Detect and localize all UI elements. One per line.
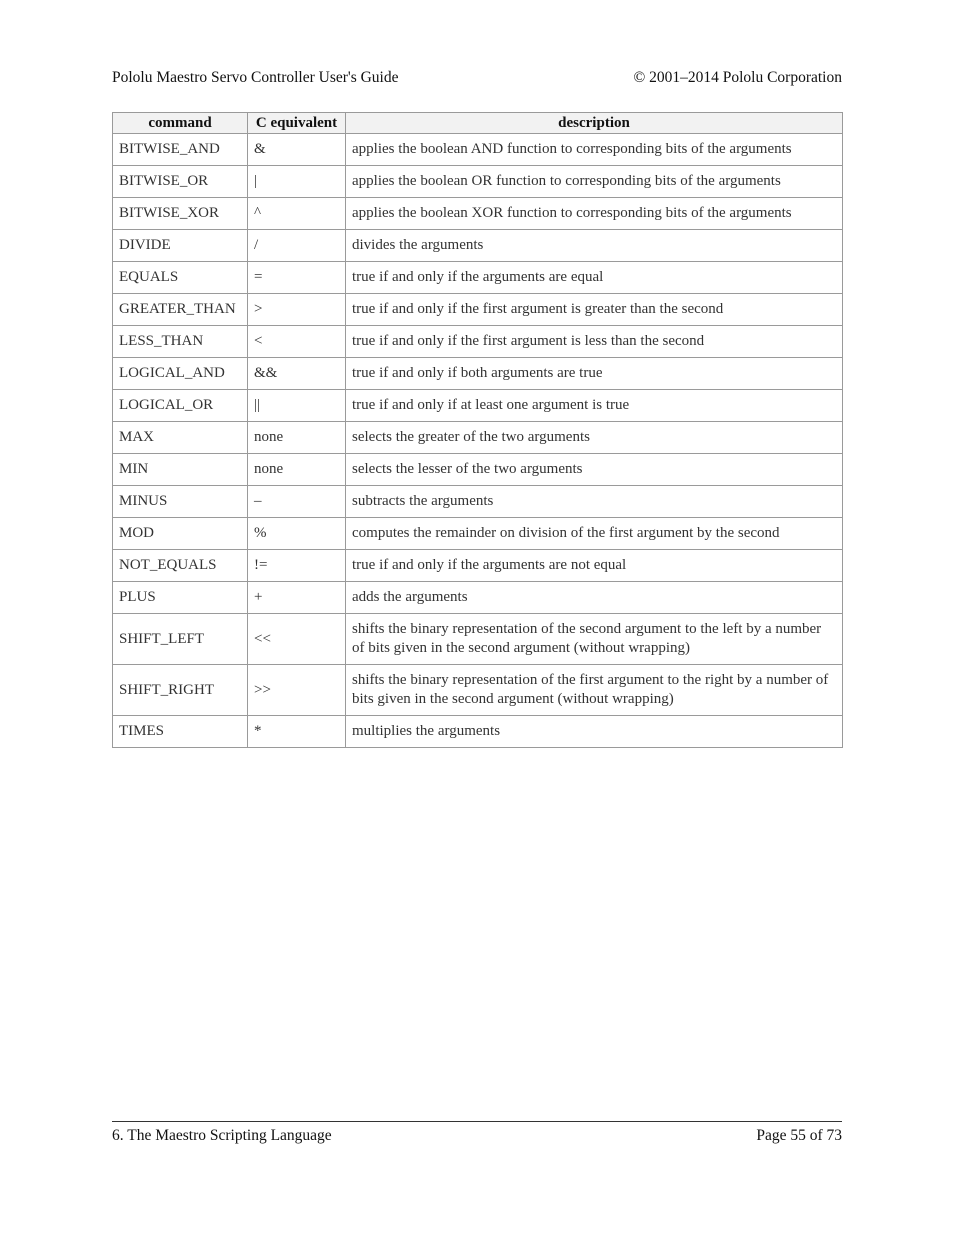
c-equivalent-cell: || — [248, 390, 346, 422]
description-cell: applies the boolean XOR function to corresponding bits of the arguments — [346, 198, 843, 230]
c-equivalent-cell: = — [248, 262, 346, 294]
description-cell: shifts the binary representation of the second argument to the left by a number of bits given in the second argument (without wrapping) — [346, 614, 843, 665]
c-equivalent-cell: > — [248, 294, 346, 326]
c-equivalent-cell: – — [248, 486, 346, 518]
c-equivalent-cell: % — [248, 518, 346, 550]
table-header-row — [113, 113, 843, 134]
c-equivalent-cell: && — [248, 358, 346, 390]
table-row — [113, 665, 843, 716]
c-equivalent-cell: ^ — [248, 198, 346, 230]
command-cell: TIMES — [113, 716, 248, 748]
command-cell: SHIFT_RIGHT — [113, 665, 248, 716]
c-equivalent-cell: & — [248, 134, 346, 166]
page-header — [112, 69, 842, 87]
command-cell: NOT_EQUALS — [113, 550, 248, 582]
commands-table — [112, 112, 843, 748]
description-cell: applies the boolean AND function to corresponding bits of the arguments — [346, 134, 843, 166]
description-cell: true if and only if the arguments are equal — [346, 262, 843, 294]
description-cell: shifts the binary representation of the first argument to the right by a number of bits given in the second argument (without wrapping) — [346, 665, 843, 716]
table-row — [113, 326, 843, 358]
command-cell: MINUS — [113, 486, 248, 518]
description-cell: multiplies the arguments — [346, 716, 843, 748]
command-cell: EQUALS — [113, 262, 248, 294]
c-equivalent-cell: != — [248, 550, 346, 582]
column-header-description: description — [346, 113, 843, 134]
table-row — [113, 486, 843, 518]
page-number: Page 55 of 73 — [756, 1127, 842, 1144]
table-row — [113, 550, 843, 582]
copyright-notice: © 2001–2014 Pololu Corporation — [633, 69, 842, 86]
description-cell: applies the boolean OR function to corresponding bits of the arguments — [346, 166, 843, 198]
command-cell: LESS_THAN — [113, 326, 248, 358]
table-row — [113, 358, 843, 390]
description-cell: adds the arguments — [346, 582, 843, 614]
c-equivalent-cell: + — [248, 582, 346, 614]
command-cell: BITWISE_OR — [113, 166, 248, 198]
description-cell: true if and only if both arguments are true — [346, 358, 843, 390]
table-row — [113, 614, 843, 665]
c-equivalent-cell: none — [248, 454, 346, 486]
table-row — [113, 262, 843, 294]
description-cell: computes the remainder on division of the first argument by the second — [346, 518, 843, 550]
column-header-command: command — [113, 113, 248, 134]
table-row — [113, 166, 843, 198]
table-row — [113, 198, 843, 230]
command-cell: SHIFT_LEFT — [113, 614, 248, 665]
command-cell: BITWISE_AND — [113, 134, 248, 166]
command-cell: MIN — [113, 454, 248, 486]
command-cell: LOGICAL_OR — [113, 390, 248, 422]
command-cell: DIVIDE — [113, 230, 248, 262]
command-cell: LOGICAL_AND — [113, 358, 248, 390]
command-cell: MAX — [113, 422, 248, 454]
description-cell: true if and only if the arguments are not equal — [346, 550, 843, 582]
table-row — [113, 390, 843, 422]
c-equivalent-cell: < — [248, 326, 346, 358]
c-equivalent-cell: * — [248, 716, 346, 748]
column-header-c-equivalent: C equivalent — [248, 113, 346, 134]
description-cell: true if and only if the first argument is greater than the second — [346, 294, 843, 326]
description-cell: subtracts the arguments — [346, 486, 843, 518]
table-row — [113, 294, 843, 326]
footer-divider — [112, 1121, 842, 1122]
description-cell: selects the greater of the two arguments — [346, 422, 843, 454]
table-row — [113, 134, 843, 166]
table-row — [113, 422, 843, 454]
table-row — [113, 716, 843, 748]
table-row — [113, 582, 843, 614]
c-equivalent-cell: none — [248, 422, 346, 454]
section-title: 6. The Maestro Scripting Language — [112, 1127, 332, 1144]
command-cell: MOD — [113, 518, 248, 550]
command-cell: PLUS — [113, 582, 248, 614]
c-equivalent-cell: | — [248, 166, 346, 198]
table-row — [113, 518, 843, 550]
c-equivalent-cell: / — [248, 230, 346, 262]
command-cell: GREATER_THAN — [113, 294, 248, 326]
table-row — [113, 230, 843, 262]
table-row — [113, 454, 843, 486]
command-cell: BITWISE_XOR — [113, 198, 248, 230]
description-cell: divides the arguments — [346, 230, 843, 262]
c-equivalent-cell: >> — [248, 665, 346, 716]
description-cell: selects the lesser of the two arguments — [346, 454, 843, 486]
document-title: Pololu Maestro Servo Controller User's Guide — [112, 69, 399, 86]
c-equivalent-cell: << — [248, 614, 346, 665]
page-footer — [112, 1127, 842, 1145]
description-cell: true if and only if the first argument is less than the second — [346, 326, 843, 358]
description-cell: true if and only if at least one argument is true — [346, 390, 843, 422]
